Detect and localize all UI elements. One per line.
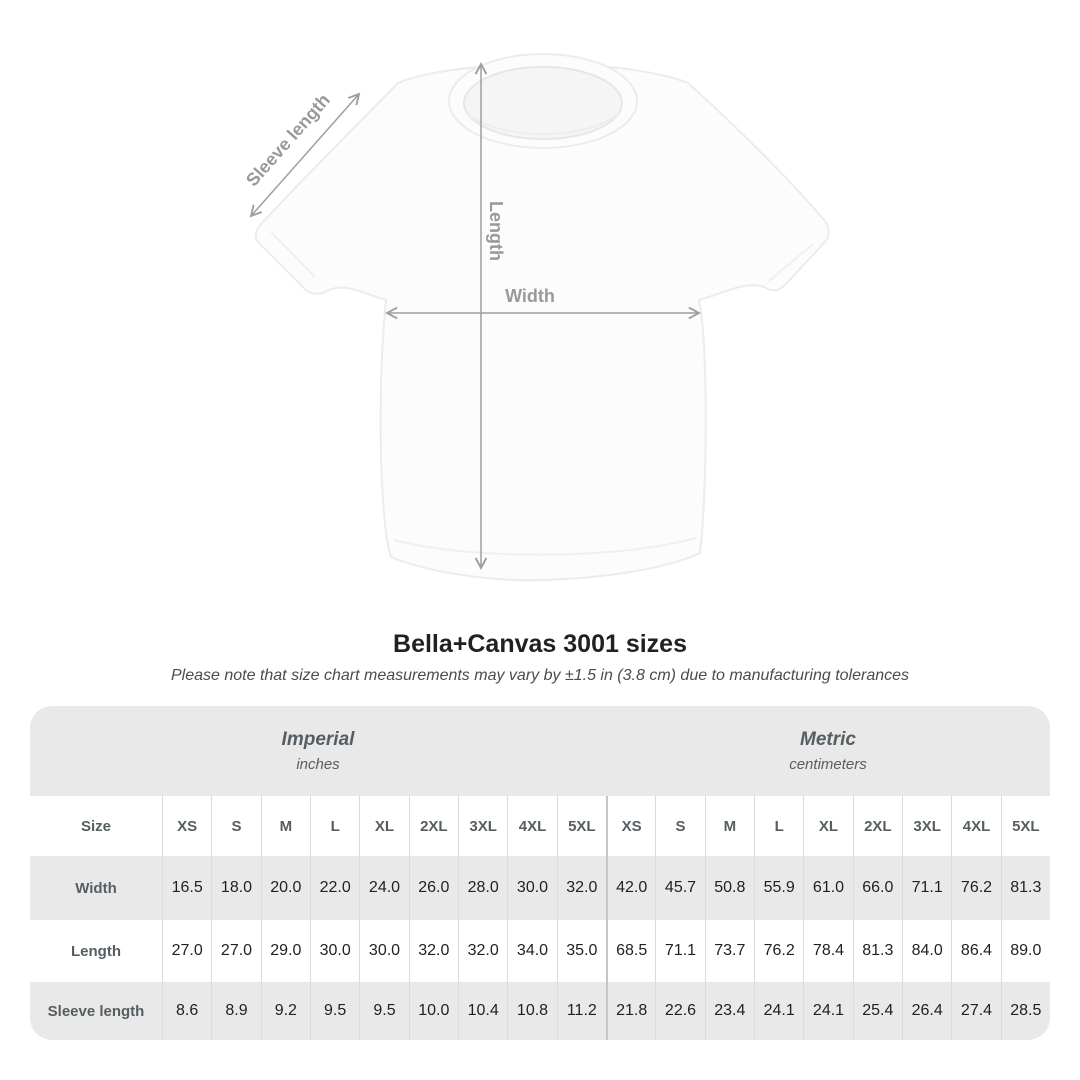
value-cell: 42.0	[606, 856, 655, 920]
value-cell: 8.9	[211, 982, 260, 1040]
unit-group-metric	[606, 706, 1050, 796]
size-col-header: 5XL	[557, 796, 606, 856]
value-cell: 30.0	[310, 920, 359, 982]
value-cell: 71.1	[655, 920, 704, 982]
value-cell: 73.7	[705, 920, 754, 982]
size-col-header: L	[310, 796, 359, 856]
page-title: Bella+Canvas 3001 sizes	[393, 630, 687, 658]
unit-group-label: Imperial	[281, 729, 355, 750]
value-cell: 68.5	[606, 920, 655, 982]
value-cell: 25.4	[853, 982, 902, 1040]
value-cell: 26.0	[409, 856, 458, 920]
value-cell: 35.0	[557, 920, 606, 982]
value-cell: 9.2	[261, 982, 310, 1040]
value-cell: 10.4	[458, 982, 507, 1040]
size-col-header: L	[754, 796, 803, 856]
corner-header: Size	[30, 796, 162, 856]
row-label: Width	[75, 879, 117, 897]
value-cell: 81.3	[1001, 856, 1050, 920]
page-subtitle: Please note that size chart measurements may vary by ±1.5 in (3.8 cm) due to manufacturing tolerances	[170, 667, 910, 684]
value-cell: 8.6	[162, 982, 211, 1040]
value-cell: 16.5	[162, 856, 211, 920]
value-cell: 22.6	[655, 982, 704, 1040]
value-cell: 24.0	[359, 856, 408, 920]
value-cell: 28.0	[458, 856, 507, 920]
value-cell: 28.5	[1001, 982, 1050, 1040]
value-cell: 20.0	[261, 856, 310, 920]
value-cell: 9.5	[359, 982, 408, 1040]
value-cell: 81.3	[853, 920, 902, 982]
value-cell: 30.0	[507, 856, 556, 920]
size-col-header: XL	[359, 796, 408, 856]
unit-group-imperial	[30, 706, 606, 796]
value-cell: 84.0	[902, 920, 951, 982]
value-cell: 27.0	[211, 920, 260, 982]
value-cell: 78.4	[803, 920, 852, 982]
value-cell: 30.0	[359, 920, 408, 982]
value-cell: 26.4	[902, 982, 951, 1040]
size-col-header: 4XL	[951, 796, 1000, 856]
unit-group-sublabel: inches	[296, 756, 340, 773]
value-cell: 32.0	[557, 856, 606, 920]
value-cell: 27.0	[162, 920, 211, 982]
row-label: Length	[30, 920, 162, 982]
size-col-header: 5XL	[1001, 796, 1050, 856]
sleeve-length-label: Sleeve length	[242, 89, 334, 191]
size-col-header: M	[261, 796, 310, 856]
value-cell: 11.2	[557, 982, 606, 1040]
size-col-header: S	[655, 796, 704, 856]
unit-group-label: Metric	[800, 729, 856, 750]
value-cell: 61.0	[803, 856, 852, 920]
value-cell: 10.8	[507, 982, 556, 1040]
value-cell: 24.1	[754, 982, 803, 1040]
size-col-header: 2XL	[853, 796, 902, 856]
value-cell: 45.7	[655, 856, 704, 920]
value-cell: 10.0	[409, 982, 458, 1040]
value-cell: 71.1	[902, 856, 951, 920]
size-col-header: S	[211, 796, 260, 856]
value-cell: 86.4	[951, 920, 1000, 982]
value-cell: 76.2	[951, 856, 1000, 920]
value-cell: 89.0	[1001, 920, 1050, 982]
value-cell: 21.8	[606, 982, 655, 1040]
unit-group-sublabel: centimeters	[789, 756, 867, 773]
value-cell: 18.0	[211, 856, 260, 920]
tshirt-collar-inner	[464, 67, 622, 139]
value-cell: 29.0	[261, 920, 310, 982]
value-cell: 23.4	[705, 982, 754, 1040]
value-cell: 9.5	[310, 982, 359, 1040]
length-label: Length	[486, 201, 506, 261]
row-label: Sleeve length	[47, 1002, 145, 1020]
size-col-header: 3XL	[458, 796, 507, 856]
size-col-header: XL	[803, 796, 852, 856]
value-cell: 50.8	[705, 856, 754, 920]
value-cell: 76.2	[754, 920, 803, 982]
value-cell: 24.1	[803, 982, 852, 1040]
size-col-header: XS	[162, 796, 211, 856]
value-cell: 66.0	[853, 856, 902, 920]
value-cell: 55.9	[754, 856, 803, 920]
size-col-header: XS	[606, 796, 655, 856]
value-cell: 32.0	[409, 920, 458, 982]
value-cell: 22.0	[310, 856, 359, 920]
size-col-header: M	[705, 796, 754, 856]
size-table-grid	[30, 706, 1050, 1040]
value-cell: 27.4	[951, 982, 1000, 1040]
width-label: Width	[505, 286, 555, 306]
value-cell: 34.0	[507, 920, 556, 982]
size-col-header: 4XL	[507, 796, 556, 856]
value-cell: 32.0	[458, 920, 507, 982]
size-col-header: 3XL	[902, 796, 951, 856]
size-col-header: 2XL	[409, 796, 458, 856]
